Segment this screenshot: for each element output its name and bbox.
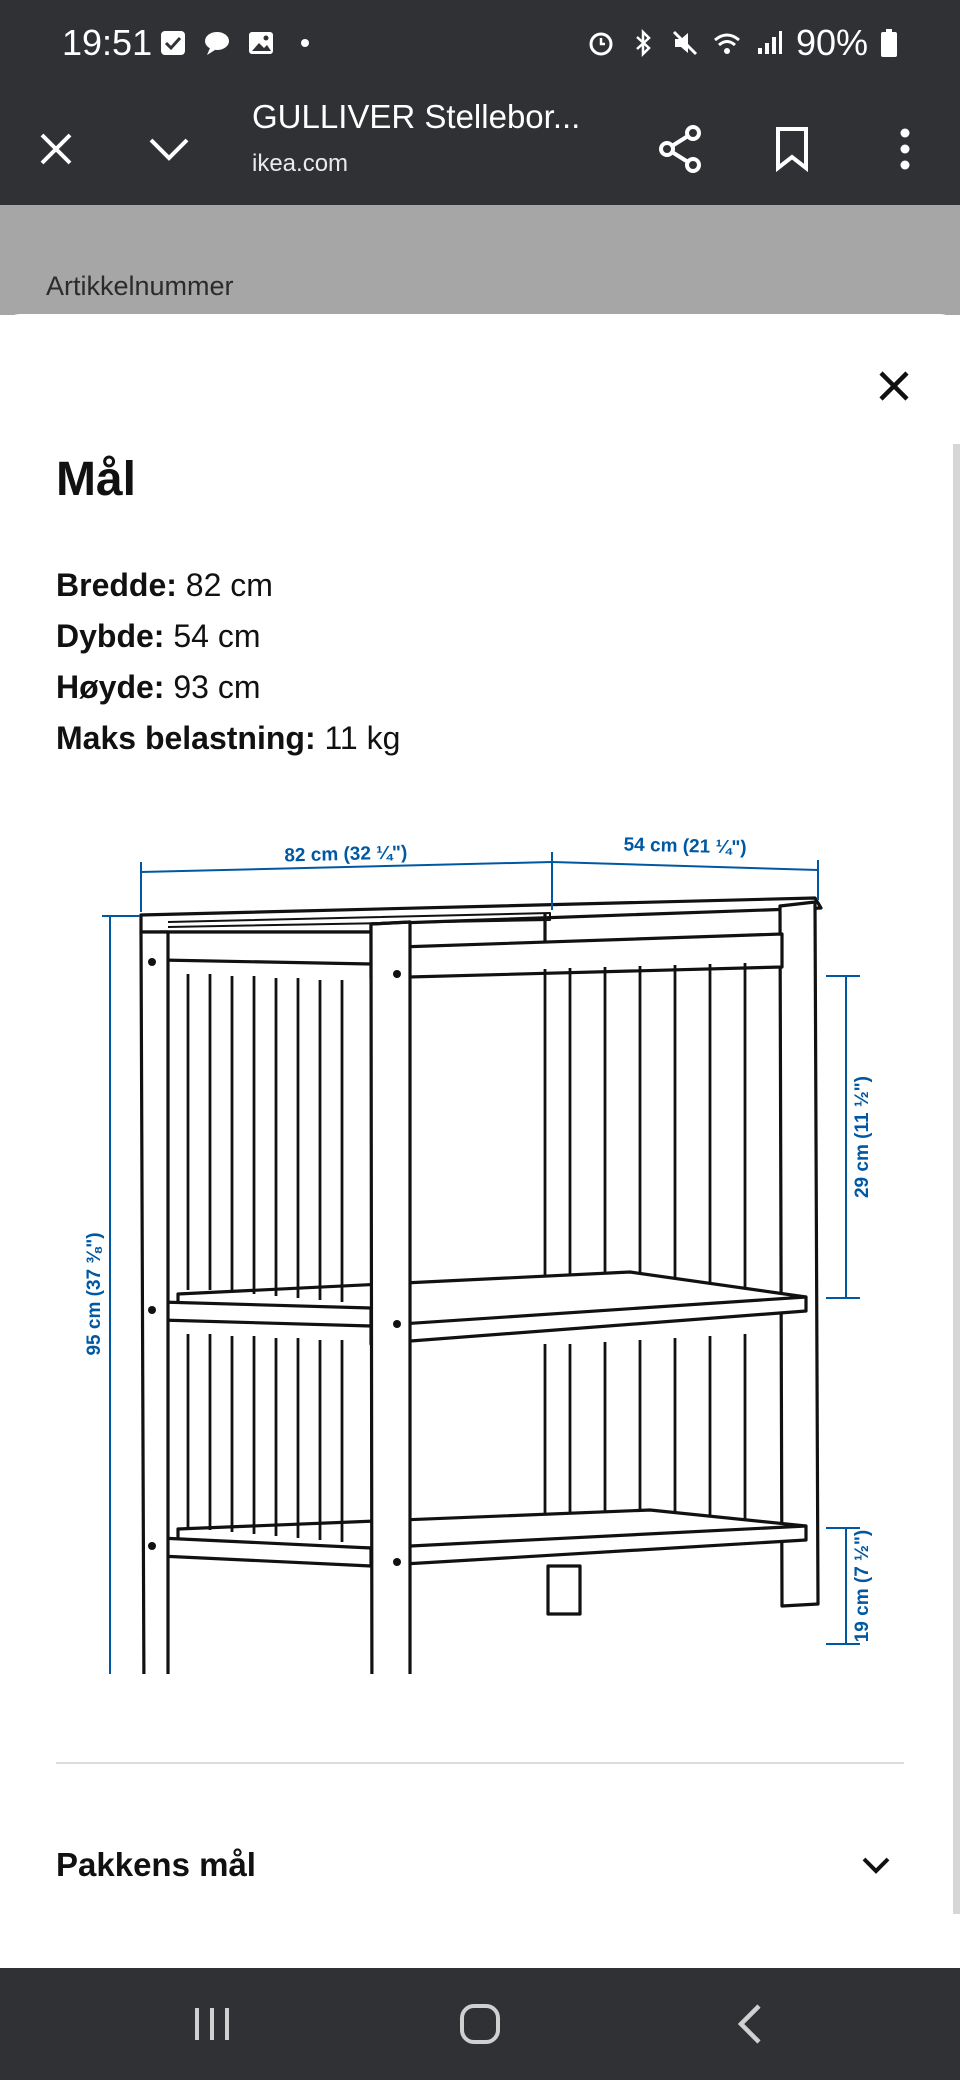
depth-dimension-label: 54 cm (21 ¼") <box>623 834 747 859</box>
spec-row <box>56 560 400 611</box>
bluetooth-icon <box>628 28 658 58</box>
page-title: GULLIVER Stellebor... <box>252 98 581 135</box>
spec-value: 11 kg <box>324 720 401 756</box>
signal-icon <box>754 28 784 58</box>
dimensions-sheet <box>0 314 960 1968</box>
browser-toolbar <box>0 92 960 205</box>
close-icon <box>38 131 74 167</box>
gallery-icon <box>246 28 276 58</box>
home-button[interactable] <box>450 1994 510 2054</box>
bookmark-button[interactable] <box>757 114 827 184</box>
spec-row <box>56 713 400 764</box>
spec-list <box>56 560 400 764</box>
spec-label: Maks belastning: <box>56 720 316 756</box>
bottom-gap-label: 19 cm (7 ½") <box>852 1529 873 1643</box>
back-icon <box>735 2002 765 2046</box>
back-button[interactable] <box>720 1994 780 2054</box>
recent-apps-icon <box>192 2005 232 2043</box>
more-vert-icon <box>899 127 911 171</box>
spec-label: Bredde: <box>56 567 177 603</box>
page-backdrop[interactable] <box>0 205 960 315</box>
dot-icon <box>290 28 320 58</box>
wifi-icon <box>712 28 742 58</box>
package-dimensions-toggle[interactable]: Pakkens mål <box>56 1846 256 1883</box>
width-dimension-label: 82 cm (32 ¼") <box>284 842 408 867</box>
spec-row <box>56 662 400 713</box>
status-bar <box>0 0 960 92</box>
chevron-down-icon[interactable] <box>856 1846 896 1886</box>
spec-row <box>56 611 400 662</box>
mute-icon <box>670 28 700 58</box>
share-button[interactable] <box>645 114 715 184</box>
more-options-button[interactable] <box>870 114 940 184</box>
task-check-icon <box>158 28 188 58</box>
dimension-diagram <box>70 814 900 1674</box>
article-number-label: Artikkelnummer <box>46 271 234 301</box>
scrollbar[interactable] <box>953 444 960 1914</box>
system-indicators <box>586 22 898 64</box>
shelf-gap-label: 29 cm (11 ½") <box>852 1075 873 1199</box>
system-nav-bar <box>0 1968 960 2080</box>
minimize-button[interactable] <box>134 114 204 184</box>
share-icon <box>657 124 703 174</box>
sheet-close-button[interactable] <box>866 358 922 414</box>
close-tab-button[interactable] <box>21 114 91 184</box>
spec-value: 82 cm <box>185 567 273 603</box>
spec-label: Høyde: <box>56 669 165 705</box>
close-icon <box>878 370 910 402</box>
chat-bubble-icon <box>202 28 232 58</box>
bookmark-icon <box>774 126 810 172</box>
height-dimension-label: 95 cm (37 ⅜") <box>84 1232 105 1356</box>
sheet-title: Mål <box>56 453 137 506</box>
battery-percent: 90% <box>795 22 868 63</box>
recent-apps-button[interactable] <box>182 1994 242 2054</box>
spec-value: 54 cm <box>173 618 261 654</box>
home-icon <box>458 2002 502 2046</box>
spec-value: 93 cm <box>173 669 261 705</box>
notification-icons <box>158 28 320 58</box>
alarm-icon <box>586 28 616 58</box>
spec-label: Dybde: <box>56 618 165 654</box>
battery-icon <box>880 28 898 58</box>
page-domain: ikea.com <box>252 150 349 177</box>
section-divider <box>56 1762 904 1764</box>
status-time: 19:51 <box>62 22 153 63</box>
chevron-down-icon <box>147 134 191 164</box>
